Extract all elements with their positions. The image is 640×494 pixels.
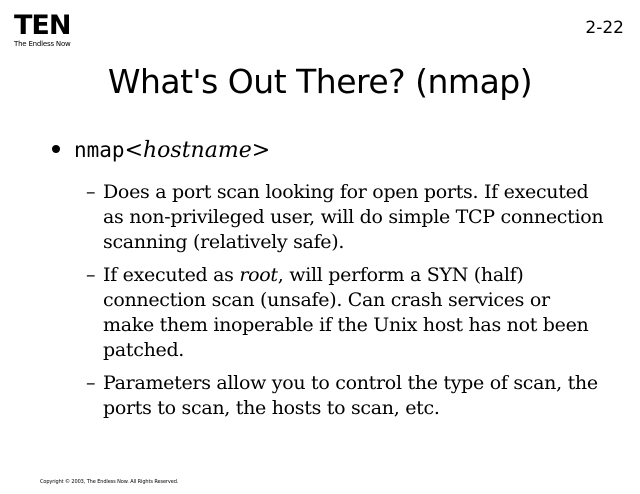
sub-bullet [86, 371, 606, 421]
company-logo [14, 12, 71, 48]
dash-marker: – [86, 264, 96, 286]
logo-tagline: The Endless Now [14, 40, 71, 48]
slide-title: What's Out There? (nmap) [107, 62, 533, 101]
argument-open: < [124, 138, 144, 163]
text-before: Parameters allow you to control the type of scan, the ports to scan, the hosts to scan, etc. [103, 372, 598, 419]
sub-bullet-list [86, 180, 606, 429]
command-name: nmap [74, 138, 125, 162]
bullet-dot-icon [52, 145, 60, 153]
text-emphasis: root [239, 264, 278, 286]
logo-mark: TEN [14, 10, 71, 41]
dash-marker: – [86, 372, 96, 394]
text-after: , will perform a SYN (half) connection scan (unsafe). Can crash services or make them inoperable if the Unix host has not been patched. [103, 264, 589, 361]
sub-bullet-text [103, 263, 606, 363]
copyright-footer: Copyright © 2003, The Endless Now. All Rights Reserved. [40, 479, 179, 485]
argument-close: > [251, 138, 271, 163]
sub-bullet [86, 180, 606, 255]
page-number: 2-22 [585, 18, 624, 38]
sub-bullet-text [103, 180, 606, 255]
argument-name: hostname [143, 138, 252, 163]
dash-marker: – [86, 181, 96, 203]
sub-bullet-text [103, 371, 606, 421]
text-before: Does a port scan looking for open ports. If executed as non-privileged user, will do simple TCP connection scanning (relatively safe). [103, 181, 604, 253]
sub-bullet [86, 263, 606, 363]
text-before: If executed as [103, 264, 240, 286]
main-bullet [52, 138, 270, 163]
